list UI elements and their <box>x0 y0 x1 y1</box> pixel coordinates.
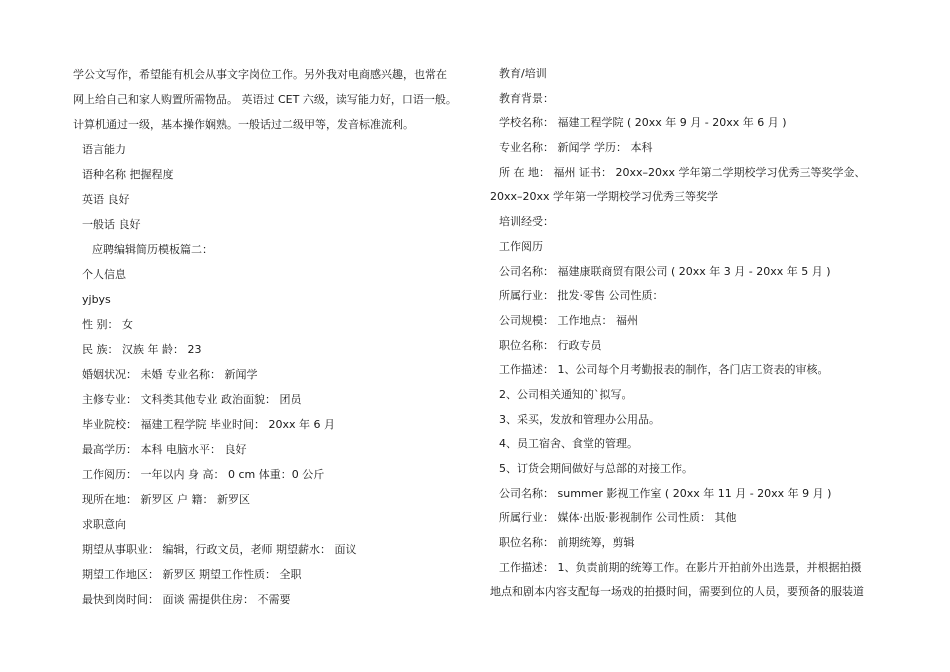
right-text-line: 2、公司相关通知的`拟写。 <box>499 387 633 401</box>
right-text-line: 工作描述： 1、公司每个月考勤报表的制作，各门店工资表的审核。 <box>499 363 829 377</box>
left-text-line: 语言能力 <box>82 143 126 156</box>
left-text-line: 语种名称 把握程度 <box>82 168 174 181</box>
right-text-line: 4、员工宿舍、食堂的管理。 <box>499 437 638 451</box>
left-text-line: 计算机通过一级，基本操作娴熟。一般话过二级甲等，发音标准流利。 <box>73 118 414 131</box>
right-text-line: 公司名称： 福建康联商贸有限公司 ( 20xx 年 3 月 - 20xx 年 5 月 ) <box>499 264 831 278</box>
right-text-line: 学校名称： 福建工程学院 ( 20xx 年 9 月 - 20xx 年 6 月 ) <box>499 116 787 130</box>
left-column <box>73 62 458 612</box>
right-text-line: 职位名称： 行政专员 <box>499 338 602 352</box>
right-text-line: 专业名称： 新闻学 学历： 本科 <box>499 141 653 155</box>
right-text-line: 公司规模： 工作地点： 福州 <box>499 313 638 327</box>
right-text-line: 工作描述： 1、负责前期的统筹工作。在影片开拍前外出选景，并根据拍摄 <box>499 560 862 574</box>
left-text-line: 网上给自己和家人购置所需物品。 英语过 CET 六级，读写能力好，口语一般。 <box>73 93 457 106</box>
left-text-line: 英语 良好 <box>82 193 130 206</box>
left-text-line: 期望工作地区： 新罗区 期望工作性质： 全职 <box>82 568 302 581</box>
right-text-line: 所属行业： 媒体·出版·影视制作 公司性质： 其他 <box>499 511 737 525</box>
left-text-line: 一般话 良好 <box>82 218 141 231</box>
left-text-line: 主修专业： 文科类其他专业 政治面貌： 团员 <box>82 393 302 406</box>
right-text-line: 培训经受： <box>499 215 554 229</box>
right-text-line: 教育/培训 <box>499 67 547 80</box>
right-text-line: 教育背景： <box>499 91 554 105</box>
left-text-line: yjbys <box>82 293 111 306</box>
right-text-line: 地点和剧本内容支配每一场戏的拍摄时间，需要到位的人员，要预备的服装道 <box>490 585 864 599</box>
right-text-line: 所 在 地： 福州 证书： 20xx–20xx 学年第二学期校学习优秀三等奖学金、 <box>499 165 866 179</box>
right-text-line: 公司名称： summer 影视工作室 ( 20xx 年 11 月 - 20xx 年 9 月 ) <box>499 486 832 500</box>
right-text-line: 20xx–20xx 学年第一学期校学习优秀三等奖学 <box>490 190 719 204</box>
left-text-line: 工作阅历： 一年以内 身 高： 0 cm 体重：0 公斤 <box>82 468 325 481</box>
left-text-line: 性 别： 女 <box>82 318 133 331</box>
left-text-line: 现所在地： 新罗区 户 籍： 新罗区 <box>82 493 250 506</box>
right-column <box>490 62 875 605</box>
left-text-line: 婚姻状况： 未婚 专业名称： 新闻学 <box>82 368 258 381</box>
left-text-line: 个人信息 <box>82 268 126 281</box>
right-text-line: 5、订货会期间做好与总部的对接工作。 <box>499 462 693 475</box>
left-text-line: 毕业院校： 福建工程学院 毕业时间： 20xx 年 6 月 <box>82 418 335 431</box>
left-text-line: 学公文写作，希望能有机会从事文字岗位工作。另外我对电商感兴趣，也常在 <box>73 68 447 81</box>
left-text-line: 最快到岗时间： 面谈 需提供住房： 不需要 <box>82 593 291 606</box>
left-text-line: 期望从事职业： 编辑，行政文员，老师 期望薪水： 面议 <box>82 543 357 556</box>
right-text-line: 工作阅历 <box>499 239 543 253</box>
right-text-line: 所属行业： 批发·零售 公司性质： <box>499 289 664 303</box>
left-text-line: 求职意向 <box>82 518 126 531</box>
left-text-line: 最高学历： 本科 电脑水平： 良好 <box>82 443 247 456</box>
left-text-line: 应聘编辑简历模板篇二： <box>92 243 213 256</box>
right-text-line: 职位名称： 前期统筹，剪辑 <box>499 536 635 550</box>
left-text-line: 民 族： 汉族 年 龄： 23 <box>82 343 202 356</box>
right-text-line: 3、采买，发放和管理办公用品。 <box>499 412 660 426</box>
